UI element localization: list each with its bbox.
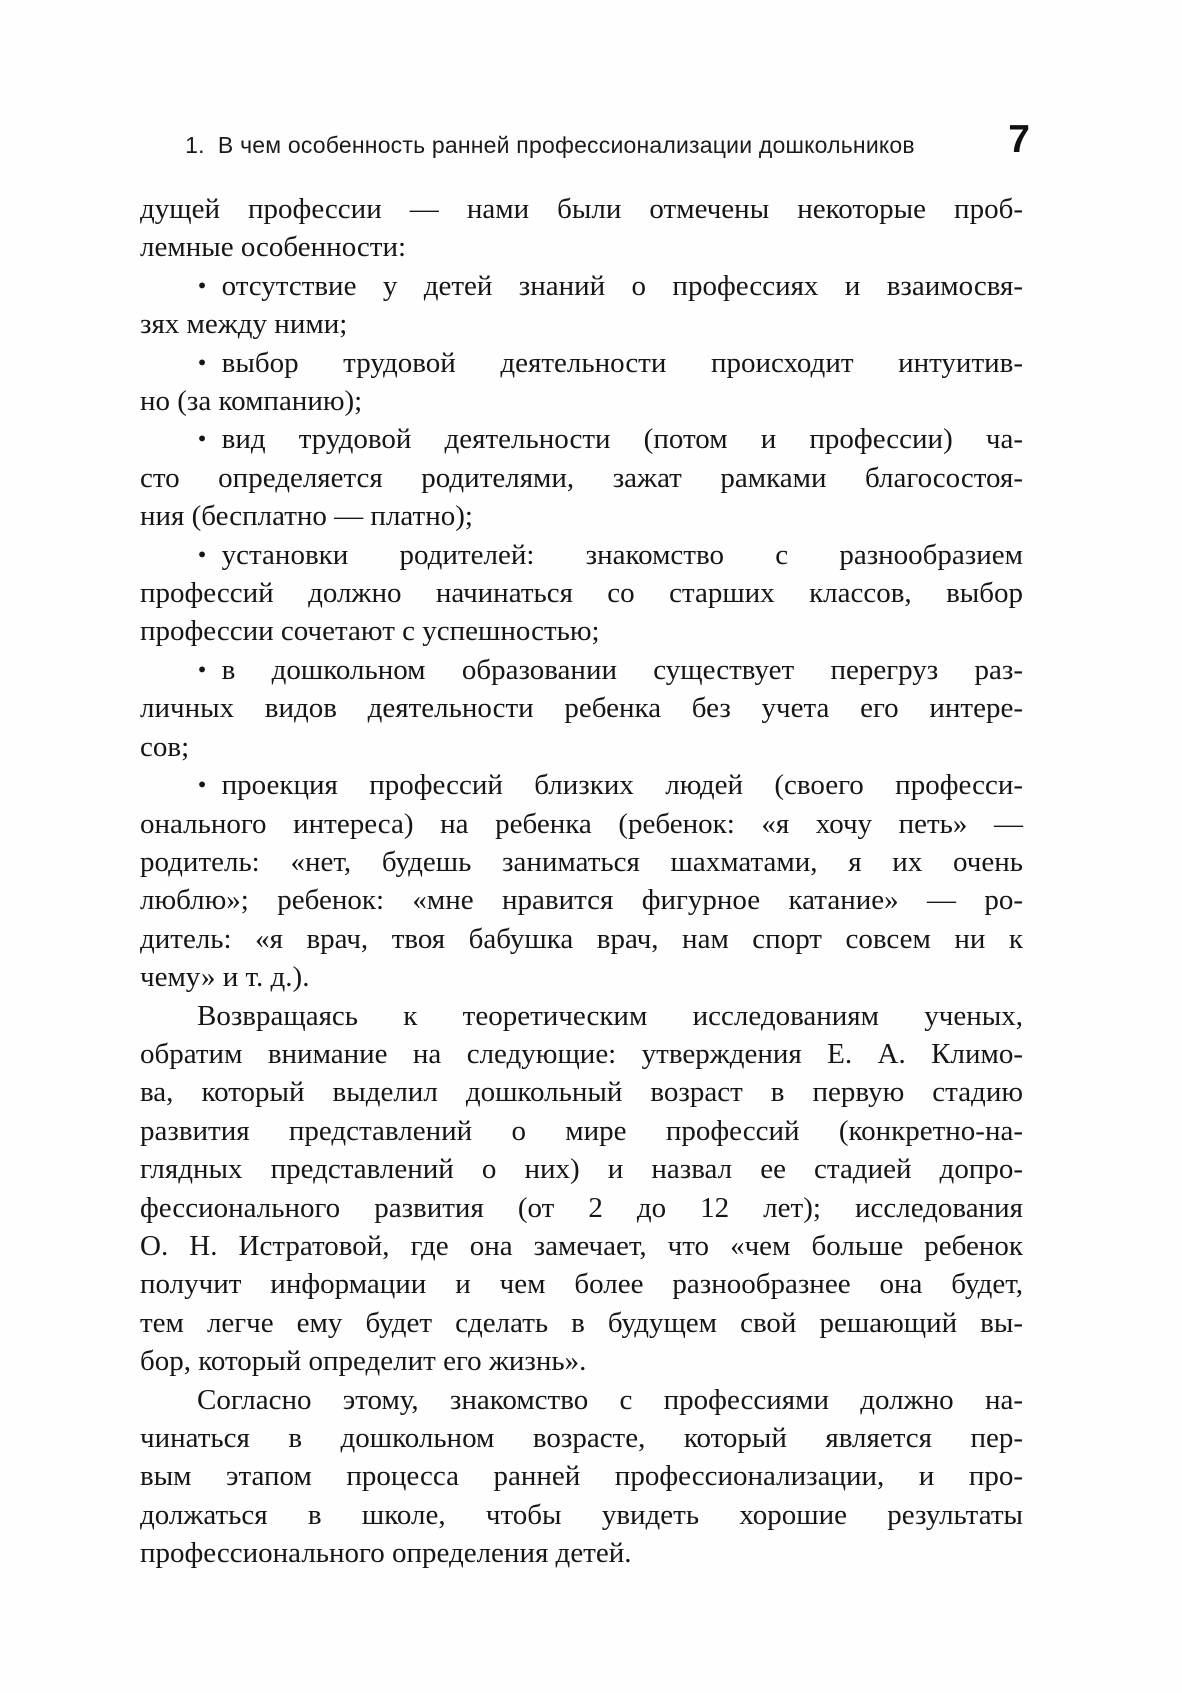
- text-line: ния (бесплатно — платно);: [140, 500, 473, 533]
- text-line: развития представлений о мире профессий (конкретно-на-: [140, 1114, 1023, 1147]
- text-line: профессии сочетают с успешностью;: [140, 615, 600, 648]
- bullet-text-line: • вид трудовой деятельности (потом и профессии) ча-: [197, 423, 1023, 456]
- text-line: вым этапом процесса ранней профессионализации, и про-: [140, 1460, 1023, 1493]
- page-header: [140, 118, 1030, 172]
- text-line: сто определяется родителями, зажат рамками благосостоя-: [140, 461, 1023, 494]
- text-line: дитель: «я врач, твоя бабушка врач, нам спорт совсем ни к: [140, 922, 1023, 955]
- text-line: должаться в школе, чтобы увидеть хорошие результаты: [140, 1498, 1023, 1531]
- text-line: люблю»; ребенок: «мне нравится фигурное катание» — ро-: [140, 884, 1023, 917]
- text-line: Возвращаясь к теоретическим исследованиям ученых,: [197, 999, 1023, 1032]
- text-line: профессионального определения детей.: [140, 1537, 632, 1570]
- text-line: сов;: [140, 730, 190, 763]
- bullet-icon: •: [197, 425, 207, 454]
- body-text-block: [140, 190, 1023, 1573]
- bullet-icon: •: [197, 656, 207, 684]
- bullet-icon: •: [197, 349, 207, 377]
- text-line: чинаться в дошкольном возрасте, который является пер-: [140, 1422, 1023, 1454]
- bullet-icon: •: [197, 771, 207, 799]
- text-line: фессионального развития (от 2 до 12 лет); исследования: [140, 1191, 1023, 1224]
- bullet-icon: •: [197, 272, 207, 300]
- bullet-text-line: • в дошкольном образовании существует перегруз раз-: [197, 653, 1023, 686]
- text-line: О. Н. Истратовой, где она замечает, что «чем больше ребенок: [140, 1229, 1023, 1262]
- text-line: обратим внимание на следующие: утверждения Е. А. Климо-: [140, 1037, 1023, 1070]
- text-line: лемные особенности:: [140, 231, 407, 264]
- text-line: чему» и т. д.).: [140, 961, 310, 994]
- bullet-icon: •: [197, 541, 207, 569]
- bullet-text-line: • установки родителей: знакомство с разнообразием: [197, 538, 1023, 571]
- bullet-text-line: • выбор трудовой деятельности происходит интуитив-: [197, 346, 1023, 379]
- chapter-header-title: 1. В чем особенность ранней профессионализации дошкольников: [185, 132, 915, 158]
- text-line: получит информации и чем более разнообразнее она будет,: [140, 1268, 1023, 1301]
- text-line: бор, который определит его жизнь».: [140, 1345, 587, 1378]
- text-line: профессий должно начинаться со старших классов, выбор: [140, 577, 1023, 610]
- text-line: дущей профессии — нами были отмечены некоторые проб-: [140, 193, 1023, 225]
- text-line: но (за компанию);: [140, 385, 363, 418]
- bullet-text-line: • проекция профессий близких людей (своего професси-: [197, 769, 1023, 802]
- text-line: ва, который выделил дошкольный возраст в первую стадию: [140, 1076, 1023, 1109]
- text-line: глядных представлений о них) и назвал ее стадией допро-: [140, 1153, 1023, 1186]
- text-line: тем легче ему будет сделать в будущем свой решающий вы-: [140, 1306, 1023, 1339]
- text-line: зях между ними;: [140, 308, 348, 341]
- text-line: онального интереса) на ребенка (ребенок: «я хочу петь» —: [140, 807, 1023, 840]
- bullet-text-line: • отсутствие у детей знаний о профессиях и взаимосвя-: [197, 269, 1023, 302]
- text-line: родитель: «нет, будешь заниматься шахматами, я их очень: [140, 845, 1023, 878]
- text-line: Согласно этому, знакомство с профессиями должно на-: [197, 1383, 1023, 1416]
- text-line: личных видов деятельности ребенка без учета его интере-: [140, 692, 1023, 725]
- page-number: 7: [1008, 118, 1030, 161]
